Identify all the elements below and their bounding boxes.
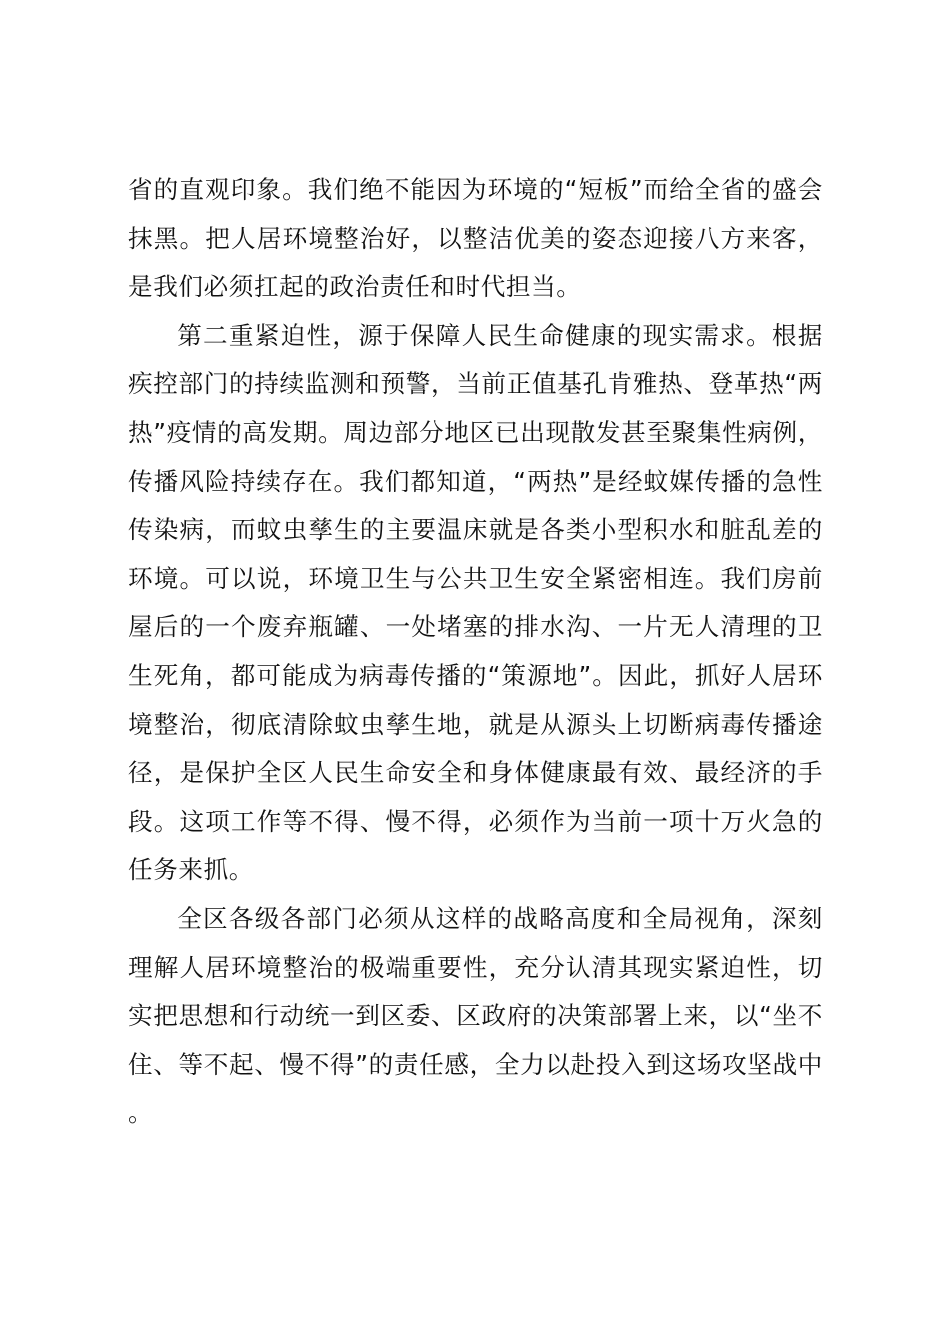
document-page [128,166,823,1138]
paragraph-conclusion: 全区各级各部门必须从这样的战略高度和全局视角，深刻理解人居环境整治的极端重要性，充分认清其现实紧迫性，切实把思想和行动统一到区委、区政府的决策部署上来，以“坐不住、等不起、慢不得”的责任感，全力以赴投入到这场攻坚战中。 [128,903,823,1128]
paragraph-second-urgency: 第二重紧迫性，源于保障人民生命健康的现实需求。根据疾控部门的持续监测和预警，当前正值基孔肯雅热、登革热“两热”疫情的高发期。周边部分地区已出现散发甚至聚集性病例，传播风险持续存在。我们都知道，“两热”是经蚊媒传播的急性传染病，而蚊虫孳生的主要温床就是各类小型积水和脏乱差的环境。可以说，环境卫生与公共卫生安全紧密相连。我们房前屋后的一个废弃瓶罐、一处堵塞的排水沟、一片无人清理的卫生死角，都可能成为病毒传播的“策源地”。因此，抓好人居环境整治，彻底清除蚊虫孳生地，就是从源头上切断病毒传播途径，是保护全区人民生命安全和身体健康最有效、最经济的手段。这项工作等不得、慢不得，必须作为当前一项十万火急的任务来抓。 [128,320,823,885]
paragraph-continuation: 省的直观印象。我们绝不能因为环境的“短板”而给全省的盛会抹黑。把人居环境整治好，以整洁优美的姿态迎接八方来客，是我们必须扛起的政治责任和时代担当。 [128,175,823,302]
